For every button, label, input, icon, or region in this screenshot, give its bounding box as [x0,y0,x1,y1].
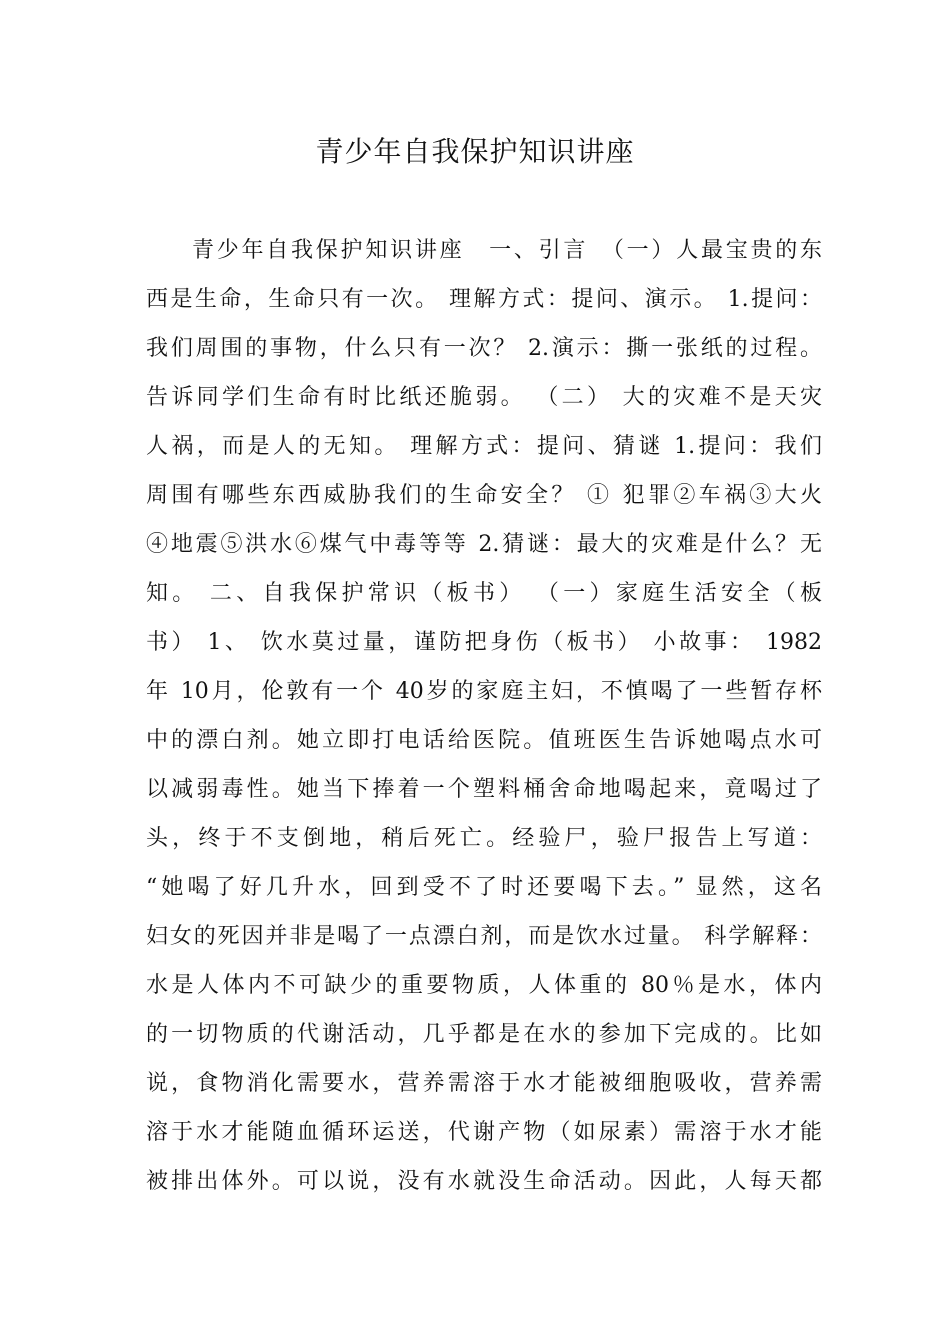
body-line: 我们周围的事物，什么只有一次？ 2.演示：撕一张纸的过程。 [146,336,822,361]
body-line: 的一切物质的代谢活动，几乎都是在水的参加下完成的。比如 [146,1022,822,1047]
body-line: 溶于水才能随血循环运送，代谢产物（如尿素）需溶于水才能 [146,1120,822,1145]
document-title: 青少年自我保护知识讲座 [315,135,635,168]
body-line: 青少年自我保护知识讲座 一、引言 （一）人最宝贵的东 [192,238,822,263]
body-line: 头，终于不支倒地，稍后死亡。经验尸，验尸报告上写道： [146,826,822,851]
body-line: 年 10月，伦敦有一个 40岁的家庭主妇，不慎喝了一些暂存杯 [146,679,822,704]
body-line: 水是人体内不可缺少的重要物质，人体重的 80％是水，体内 [146,973,822,998]
body-line: 中的漂白剂。她立即打电话给医院。值班医生告诉她喝点水可 [146,728,822,753]
body-line: ④地震⑤洪水⑥煤气中毒等等 2.猜谜：最大的灾难是什么？无 [146,532,822,557]
body-line: “她喝了好几升水，回到受不了时还要喝下去。” 显然，这名 [146,875,822,900]
body-line: 被排出体外。可以说，没有水就没生命活动。因此，人每天都 [146,1169,822,1194]
body-line: 书） 1、 饮水莫过量，谨防把身伤（板书） 小故事： 1982 [146,630,822,655]
body-line: 西是生命，生命只有一次。 理解方式：提问、演示。 1.提问： [146,287,822,312]
body-line: 告诉同学们生命有时比纸还脆弱。 （二） 大的灾难不是天灾 [146,385,822,410]
body-line: 说，食物消化需要水，营养需溶于水才能被细胞吸收，营养需 [146,1071,822,1096]
body-line: 人祸，而是人的无知。 理解方式：提问、猜谜 1.提问：我们 [146,434,822,459]
body-line: 周围有哪些东西威胁我们的生命安全？ ① 犯罪②车祸③大火 [146,483,822,508]
body-line: 以减弱毒性。她当下捧着一个塑料桶舍命地喝起来，竟喝过了 [146,777,822,802]
body-line: 妇女的死因并非是喝了一点漂白剂，而是饮水过量。 科学解释： [146,924,822,949]
document-body [146,226,822,1206]
body-line: 知。 二、自我保护常识（板书） （一）家庭生活安全（板 [146,581,822,606]
